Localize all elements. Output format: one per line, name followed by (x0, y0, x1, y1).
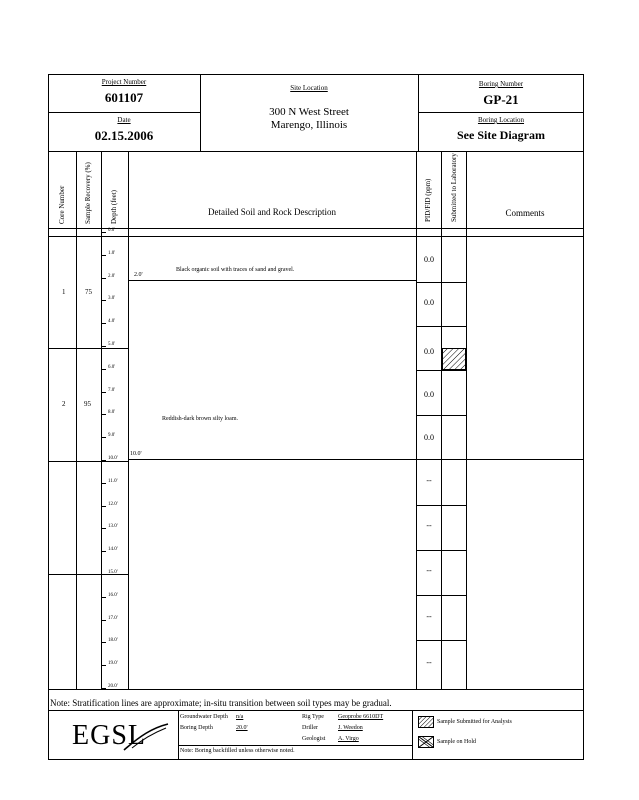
core-1-recovery: 75 (85, 288, 92, 296)
depth-tick-label: 14.0' (108, 547, 118, 553)
sample-interval-line (416, 550, 466, 551)
backfill-note: Note: Boring backfilled unless otherwise noted. (180, 748, 295, 754)
stratification-line (128, 459, 584, 460)
driller-label: Driller (302, 725, 318, 731)
core-number-header: Core Number (58, 185, 66, 224)
depth-tick (101, 506, 106, 507)
depth-tick (101, 483, 106, 484)
depth-tick-label: 20.0' (108, 684, 118, 689)
groundwater-depth-label: Groundwater Depth (180, 714, 228, 720)
boring-depth-label: Boring Depth (180, 725, 213, 731)
submitted-sample-hatch (442, 348, 466, 370)
depth-tick-label: 8.0' (108, 410, 116, 416)
sample-interval-line (416, 595, 466, 596)
geologist: A. Virgo (338, 736, 359, 742)
boring-number: GP-21 (483, 92, 519, 107)
geologist-label: Geologist (302, 736, 326, 742)
driller: J. Weedon (338, 725, 363, 731)
depth-tick-label: 10.0' (108, 456, 118, 461)
sample-interval-line (416, 282, 466, 283)
rig-type-label: Rig Type (302, 714, 324, 720)
legend-submitted-swatch (418, 716, 434, 728)
depth-tick (101, 551, 106, 552)
column-divider (76, 151, 77, 689)
sample-recovery-header: Sample Recovery (%) (84, 162, 92, 224)
depth-tick-label: 15.0' (108, 570, 118, 575)
description-header: Detailed Soil and Rock Description (208, 207, 336, 217)
core-2-recovery: 95 (84, 400, 91, 408)
pid-reading: 0.0 (424, 255, 434, 264)
depth-tick-label: 4.0' (108, 319, 116, 325)
boring-depth: 20.0' (236, 725, 248, 731)
footer-divider (178, 710, 179, 760)
depth-tick-label: 17.0' (108, 615, 118, 621)
core-separator (48, 461, 128, 462)
date-label: Date (117, 116, 131, 124)
depth-tick (101, 642, 106, 643)
depth-tick (101, 665, 106, 666)
column-divider (416, 151, 417, 689)
logo-swoosh (122, 722, 170, 752)
project-number-label: Project Number (101, 78, 147, 86)
pid-reading: -- (426, 658, 432, 667)
depth-tick (101, 232, 106, 233)
submitted-header: Submitted to Laboratory (450, 153, 458, 222)
layer-2-bottom-label: 10.0' (130, 451, 142, 457)
boring-location-label: Boring Location (477, 116, 525, 124)
depth-tick (101, 392, 106, 393)
depth-tick-label: 6.0' (108, 364, 116, 370)
column-divider (466, 151, 467, 689)
depth-tick (101, 300, 106, 301)
pid-reading: 0.0 (424, 347, 434, 356)
depth-tick-label: 12.0' (108, 501, 118, 507)
pid-reading: -- (426, 476, 432, 485)
egsl-logo (66, 718, 170, 754)
stratification-line (128, 280, 416, 281)
column-divider (128, 151, 129, 689)
pid-reading: -- (426, 566, 432, 575)
legend-hold-label: Sample on Hold (437, 739, 476, 745)
header-divider (48, 112, 200, 113)
layer-1-description: Black organic soil with traces of sand and gravel. (176, 267, 295, 273)
column-divider (441, 151, 442, 689)
pid-reading: -- (426, 612, 432, 621)
depth-tick-label: 13.0' (108, 524, 118, 530)
depth-header: Depth (feet) (110, 189, 118, 224)
core-2-number: 2 (62, 400, 66, 408)
sample-interval-line (416, 505, 466, 506)
pid-reading: -- (426, 521, 432, 530)
depth-tick (101, 323, 106, 324)
depth-tick-label: 18.0' (108, 638, 118, 644)
stratification-note: Note: Stratification lines are approximate; in-situ transition between soil types may be gradual. (50, 698, 392, 708)
depth-tick (101, 369, 106, 370)
site-address-line2: Marengo, Illinois (270, 119, 348, 131)
note-top-line (48, 689, 584, 690)
header-divider (418, 112, 584, 113)
legend-submitted-label: Sample Submitted for Analysis (437, 719, 512, 725)
pid-reading: 0.0 (424, 433, 434, 442)
depth-tick (101, 528, 106, 529)
rig-type: Geoprobe 6610DT (338, 714, 384, 720)
depth-tick-label: 0.0' (108, 228, 116, 233)
depth-tick-label: 11.0' (108, 478, 118, 484)
depth-tick (101, 437, 106, 438)
layer-2-description: Reddish-dark brown silty loam. (162, 416, 238, 422)
layer-1-bottom-label: 2.0' (134, 272, 143, 278)
depth-tick-label: 3.0' (108, 296, 116, 302)
depth-tick-label: 9.0' (108, 433, 116, 439)
depth-tick-label: 19.0' (108, 661, 118, 667)
sample-interval-line (416, 326, 466, 327)
site-location-label: Site Location (290, 84, 328, 92)
note-underline (48, 710, 584, 711)
core-1-number: 1 (62, 288, 66, 296)
boring-number-label: Boring Number (478, 80, 524, 88)
depth-tick (101, 346, 106, 347)
depth-tick-label: 5.0' (108, 342, 116, 347)
site-address-line1: 300 N West Street (269, 106, 349, 118)
depth-tick-label: 16.0' (108, 592, 118, 598)
depth-tick (101, 414, 106, 415)
sample-interval-line (416, 370, 466, 371)
depth-tick (101, 255, 106, 256)
core-separator (48, 574, 128, 575)
sample-interval-line (416, 640, 466, 641)
date: 02.15.2006 (94, 128, 154, 143)
depth-tick (101, 597, 106, 598)
footer-divider (178, 745, 412, 746)
depth-tick-label: 1.0' (108, 250, 116, 256)
sample-interval-line (416, 415, 466, 416)
project-number: 601107 (104, 90, 144, 105)
boring-location: See Site Diagram (457, 128, 545, 142)
depth-tick-label: 2.0' (108, 273, 116, 279)
legend-hold-swatch (418, 736, 434, 748)
pid-reading: 0.0 (424, 390, 434, 399)
comments-header: Comments (505, 208, 545, 218)
depth-tick-label: 7.0' (108, 387, 116, 393)
pid-header: PID/FID (ppm) (424, 178, 432, 222)
groundwater-depth: n/a (236, 714, 244, 720)
depth-tick (101, 620, 106, 621)
core-separator (48, 348, 128, 349)
pid-reading: 0.0 (424, 298, 434, 307)
depth-tick (101, 278, 106, 279)
footer-divider (412, 710, 413, 760)
egsl-logo-text: EGSL (72, 720, 146, 751)
